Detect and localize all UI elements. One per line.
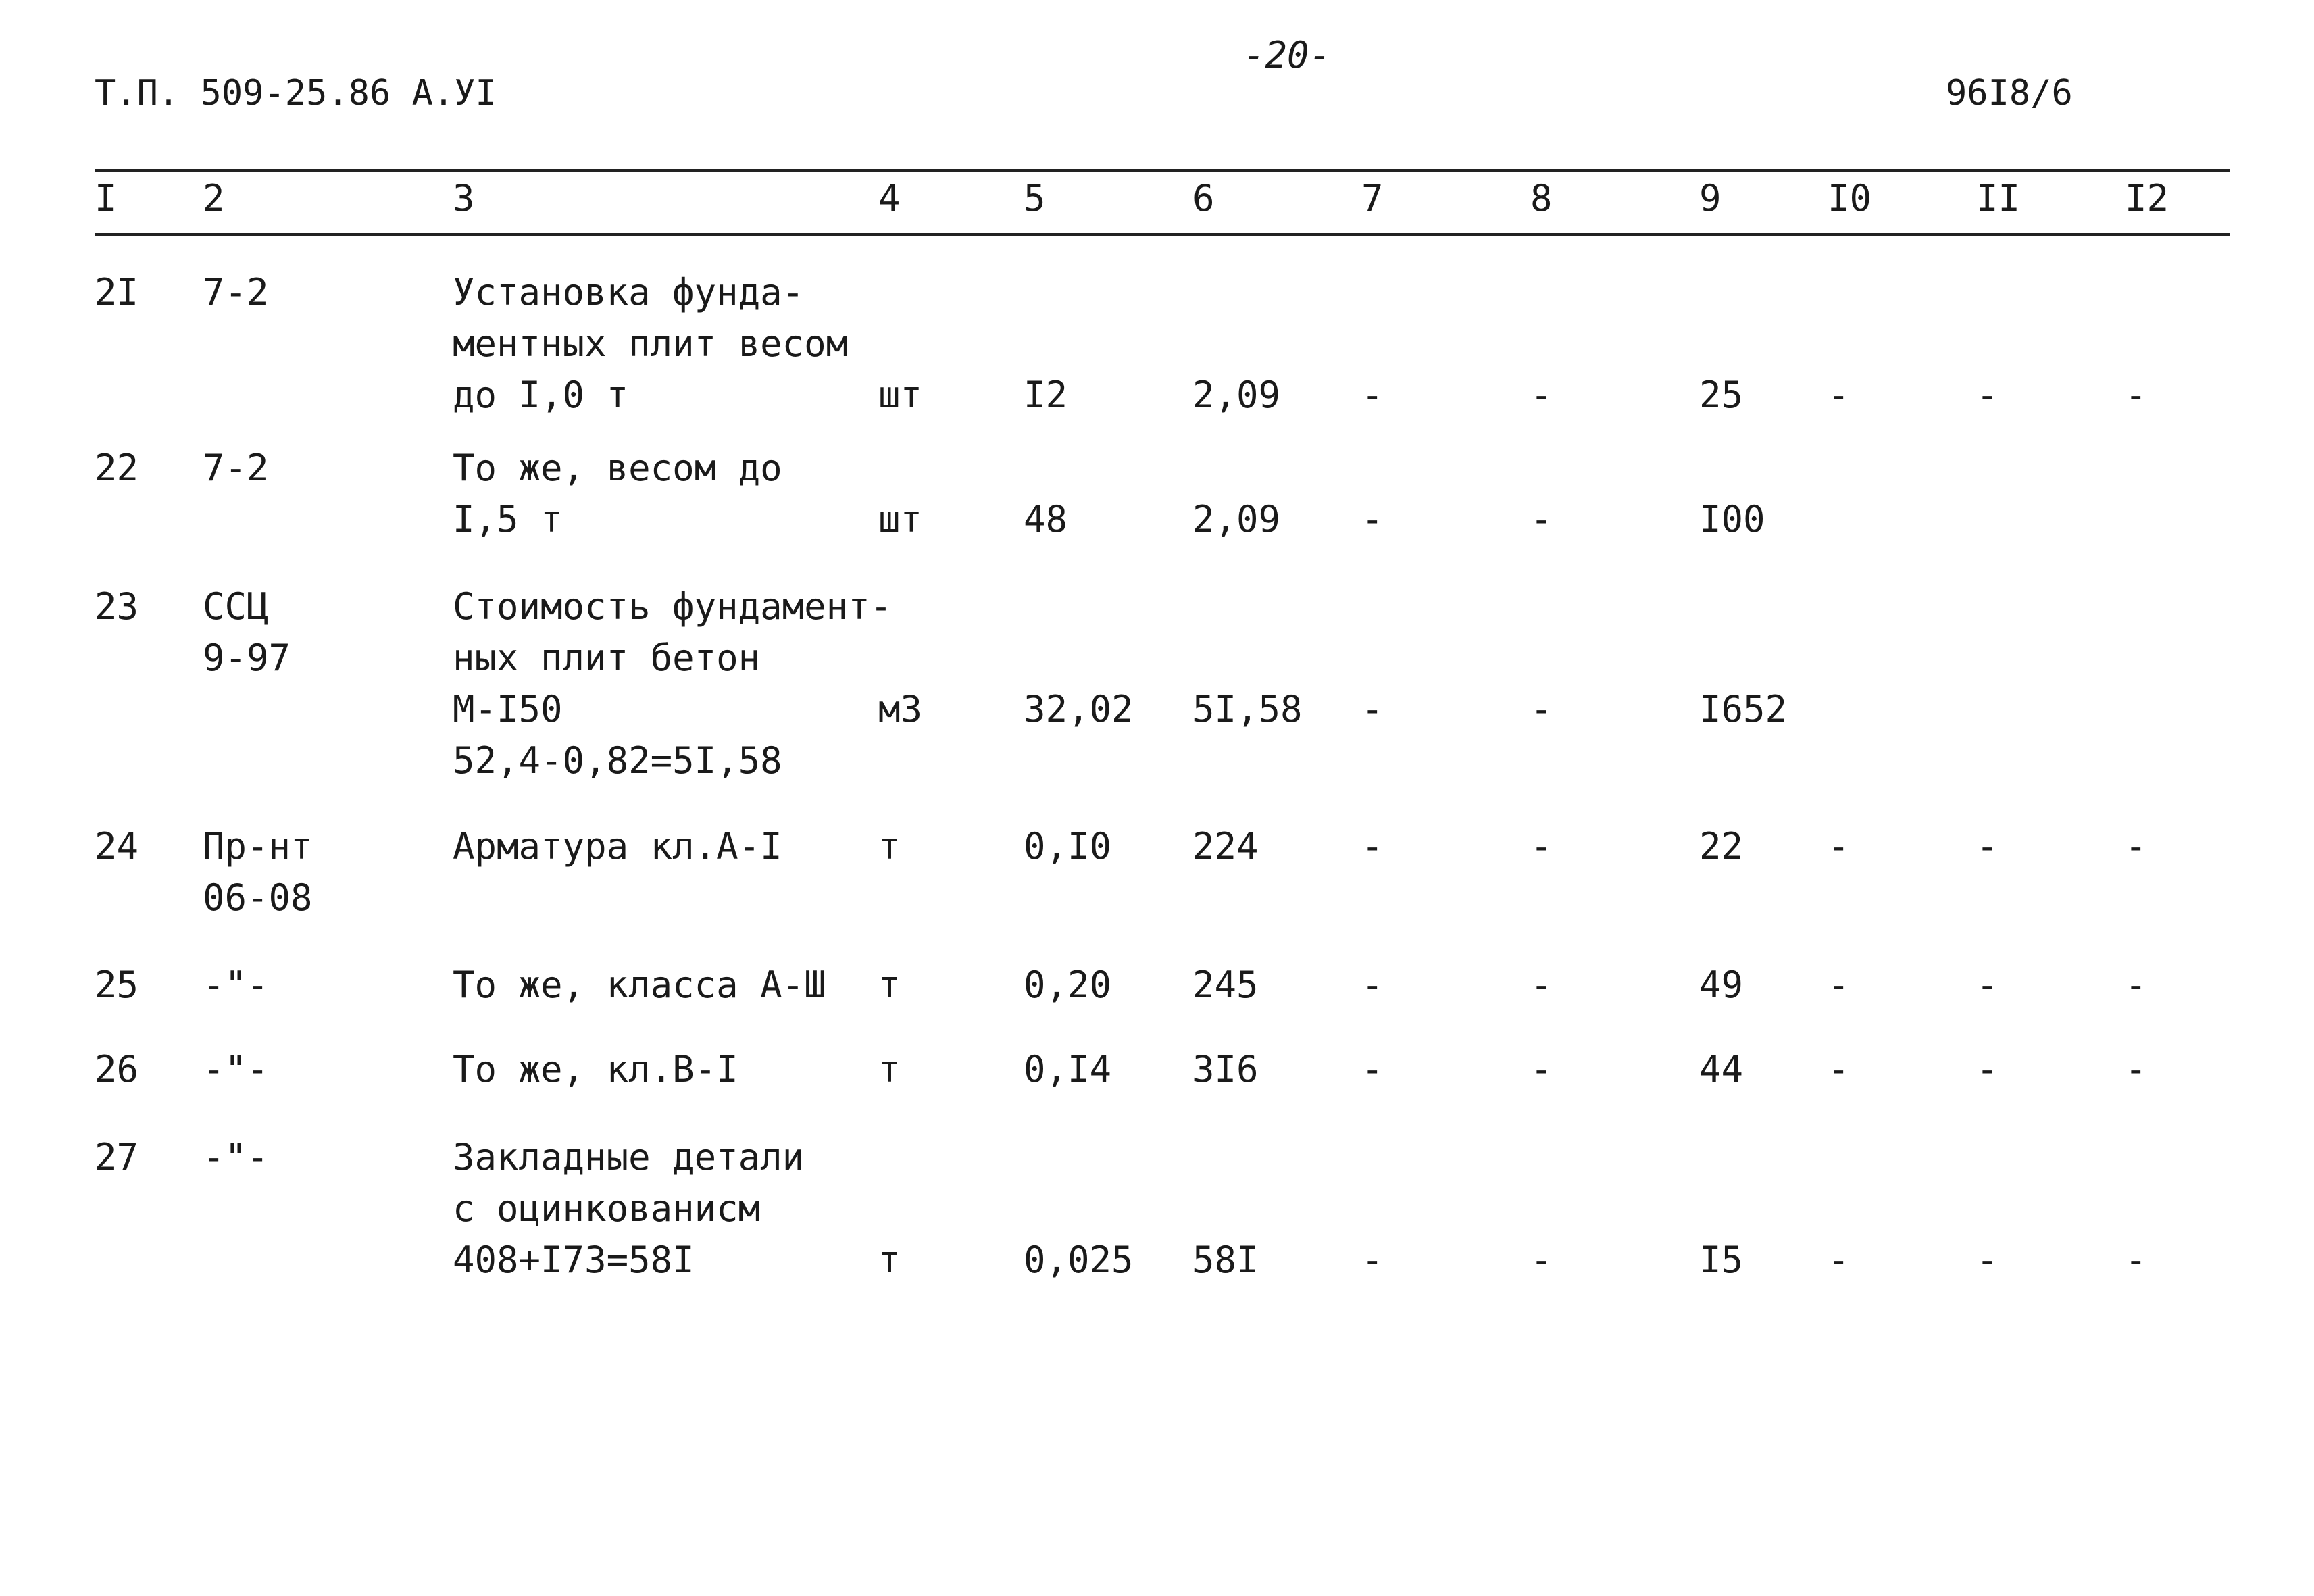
cell-unit: м3 [878, 688, 923, 730]
cell-c12: - [2125, 1239, 2147, 1281]
cell-price: 58I [1192, 1239, 1259, 1281]
cell-code: -"- [203, 1048, 269, 1091]
cell-price: 245 [1192, 964, 1259, 1006]
cell-c7: - [1361, 1239, 1384, 1281]
cell-unit: т [878, 1239, 901, 1281]
cell-c8: - [1530, 1048, 1553, 1091]
cell-c12: - [2125, 1048, 2147, 1091]
column-header-9: 9 [1699, 177, 1721, 220]
page-number: -20- [1243, 34, 1332, 76]
cell-c11: - [1976, 825, 1998, 868]
cell-price: 5I,58 [1192, 688, 1303, 730]
cell-n: 2I [95, 271, 139, 314]
cell-c7: - [1361, 1048, 1384, 1091]
cell-c7: - [1361, 688, 1384, 730]
cell-c10: - [1828, 374, 1850, 416]
cell-n: 22 [95, 447, 139, 489]
cell-name: Установка фунда- ментных плит весом до I,0 т [453, 271, 849, 416]
cell-n: 27 [95, 1136, 139, 1178]
column-header-6: 6 [1192, 177, 1215, 220]
cell-c9: I5 [1699, 1239, 1744, 1281]
cell-code: ССЦ 9-97 [203, 585, 291, 679]
cell-c7: - [1361, 964, 1384, 1006]
cell-c9: 49 [1699, 964, 1744, 1006]
column-header-5: 5 [1024, 177, 1046, 220]
cell-qty: 32,02 [1024, 688, 1134, 730]
cell-c8: - [1530, 825, 1553, 868]
cell-qty: 0,20 [1024, 964, 1112, 1006]
cell-unit: т [878, 964, 901, 1006]
cell-price: 224 [1192, 825, 1259, 868]
cell-name: Арматура кл.А-I [453, 825, 782, 868]
column-header-1: I [95, 177, 117, 220]
cell-unit: шт [878, 498, 923, 541]
cell-c12: - [2125, 825, 2147, 868]
cell-qty: 0,I0 [1024, 825, 1112, 868]
column-header-8: 8 [1530, 177, 1553, 220]
cell-price: 2,09 [1192, 374, 1281, 416]
cell-c10: - [1828, 1048, 1850, 1091]
sheet-code: 96I8/6 [1946, 73, 2073, 114]
cell-c8: - [1530, 498, 1553, 541]
cell-c7: - [1361, 374, 1384, 416]
cell-name: Закладные детали с оцинкованисм 408+I73=58I [453, 1136, 805, 1281]
cell-c8: - [1530, 964, 1553, 1006]
cell-price: 2,09 [1192, 498, 1281, 541]
table-header-rule [95, 233, 2230, 236]
column-header-4: 4 [878, 177, 901, 220]
cell-code: -"- [203, 1136, 269, 1178]
cell-name: То же, кл.В-I [453, 1048, 738, 1091]
cell-c7: - [1361, 498, 1384, 541]
cell-n: 25 [95, 964, 139, 1006]
column-header-3: 3 [453, 177, 475, 220]
cell-n: 23 [95, 585, 139, 628]
cell-name: То же, весом до I,5 т [453, 447, 782, 541]
cell-qty: 0,025 [1024, 1239, 1134, 1281]
cell-c10: - [1828, 1239, 1850, 1281]
cell-code: -"- [203, 964, 269, 1006]
cell-c9: 25 [1699, 374, 1744, 416]
cell-c11: - [1976, 1239, 1998, 1281]
cell-qty: I2 [1024, 374, 1068, 416]
cell-c10: - [1828, 964, 1850, 1006]
column-header-10: I0 [1828, 177, 1872, 220]
cell-c11: - [1976, 374, 1998, 416]
table-top-rule [95, 169, 2230, 172]
cell-c8: - [1530, 1239, 1553, 1281]
column-header-2: 2 [203, 177, 225, 220]
cell-c9: I00 [1699, 498, 1765, 541]
cell-price: 3I6 [1192, 1048, 1259, 1091]
cell-c11: - [1976, 1048, 1998, 1091]
cell-c8: - [1530, 374, 1553, 416]
cell-code: 7-2 [203, 447, 269, 489]
cell-qty: 0,I4 [1024, 1048, 1112, 1091]
cell-c9: I652 [1699, 688, 1788, 730]
cell-name: То же, класса А-Ш [453, 964, 826, 1006]
cell-c12: - [2125, 374, 2147, 416]
cell-code: Пр-нт 06-08 [203, 825, 313, 919]
cell-unit: шт [878, 374, 923, 416]
cell-code: 7-2 [203, 271, 269, 314]
cell-c11: - [1976, 964, 1998, 1006]
cell-n: 26 [95, 1048, 139, 1091]
cell-c12: - [2125, 964, 2147, 1006]
column-header-7: 7 [1361, 177, 1384, 220]
cell-unit: т [878, 825, 901, 868]
cell-c9: 44 [1699, 1048, 1744, 1091]
cell-unit: т [878, 1048, 901, 1091]
cell-c9: 22 [1699, 825, 1744, 868]
cell-name: Стоимость фундамент- ных плит бетон М-I50 52,4-0,82=5I,58 [453, 585, 892, 782]
column-header-11: II [1976, 177, 2021, 220]
cell-c7: - [1361, 825, 1384, 868]
column-header-12: I2 [2125, 177, 2169, 220]
cell-c10: - [1828, 825, 1850, 868]
document-code: Т.П. 509-25.86 А.УI [95, 73, 497, 114]
cell-c8: - [1530, 688, 1553, 730]
cell-qty: 48 [1024, 498, 1068, 541]
cell-n: 24 [95, 825, 139, 868]
